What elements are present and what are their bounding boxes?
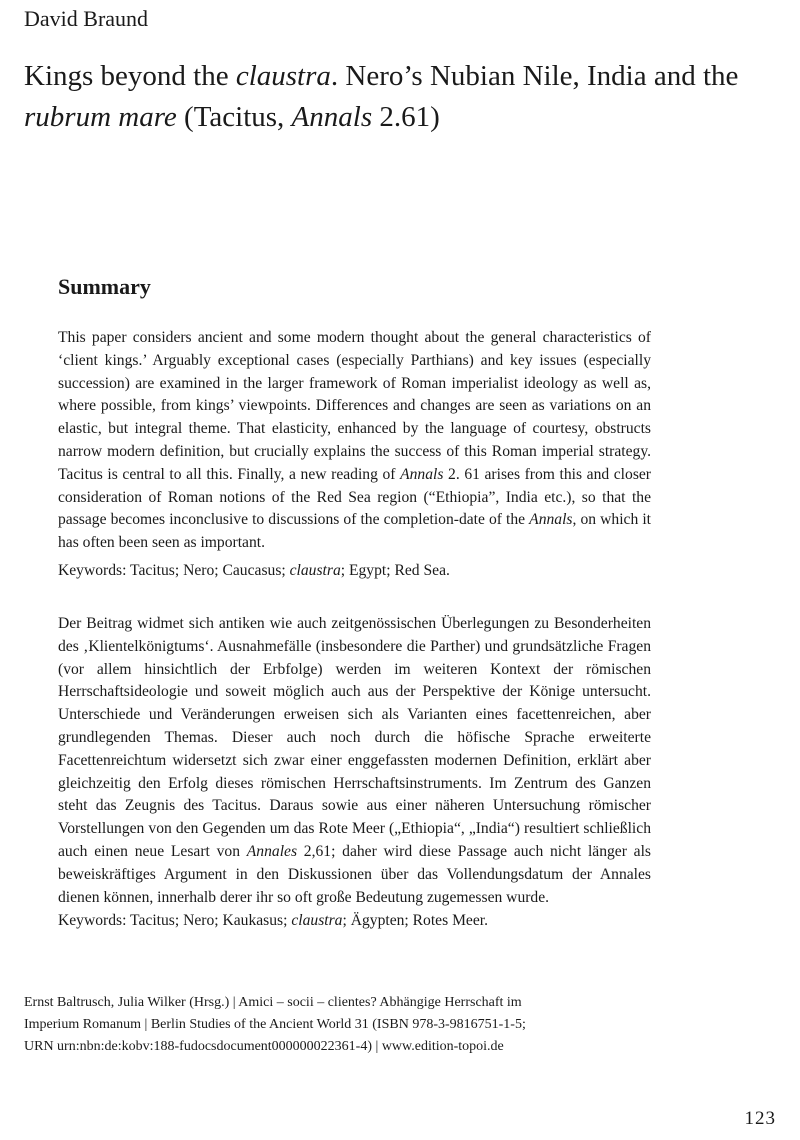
keywords-german: Keywords: Tacitus; Nero; Kaukasus; claustra; Ägypten; Rotes Meer. xyxy=(58,912,489,929)
publication-footer xyxy=(24,992,644,1058)
summary-heading: Summary xyxy=(58,274,151,299)
author-name: David Braund xyxy=(24,6,149,31)
footer-line: Ernst Baltrusch, Julia Wilker (Hrsg.) | Amici – socii – clientes? Abhängige Herrschaft im xyxy=(24,995,522,1010)
abstract-english: This paper considers ancient and some modern thought about the general characteristics of ‘client kings.’ Arguably exceptional cases (especially Parthians) and key issues (especially succession) are examined in the larger framework of Roman imperialist ideology as well as, where possible, from kings’ viewpoints. Differences and changes are seen as variations on an elastic, but integral theme. That elasticity, enhanced by the language of courtesy, obstructs narrow modern definition, but crucially explains the success of this Roman imperial strategy. Tacitus is central to all this. Finally, a new reading of Annals 2. 61 arises from this and closer consideration of Roman notions of the Red Sea region (“Ethiopia”, India etc.), so that the passage becomes inconclusive to discussions of the completion-date of the Annals, on which it has often been seen as important. xyxy=(58,329,651,552)
keywords-english: Keywords: Tacitus; Nero; Caucasus; claustra; Egypt; Red Sea. xyxy=(58,562,450,579)
footer-line: URN urn:nbn:de:kobv:188-fudocsdocument000000022361-4) | www.edition-topoi.de xyxy=(24,1039,504,1054)
footer-line: Imperium Romanum | Berlin Studies of the Ancient World 31 (ISBN 978-3-9816751-1-5; xyxy=(24,1017,526,1032)
abstract-german: Der Beitrag widmet sich antiken wie auch zeitgenössischen Überlegungen zu Besonderheiten des ‚Klientelkönigtums‘. Ausnahmefälle (insbesondere die Parther) und grundsätzliche Fragen (vor allem hinsichtlich der Erbfolge) werden im weiteren Kontext der römischen Herrschaftsideologie und soweit möglich auch aus der Perspektive der Könige untersucht. Unterschiede und Veränderungen erweisen sich als Varianten eines facettenreichen, aber grundlegenden Themas. Dieser auch noch durch die höfische Sprache erweiterte Facettenreichtum widersetzt sich zwar einer enggefassten modernen Definition, erklärt aber gleichzeitig den Erfolg dieses römischen Herrschaftsinstruments. Im Zentrum des Ganzen steht das Zeugnis des Tacitus. Daraus sowie aus einer näheren Untersuchung römischer Vorstellungen von den Gegenden um das Rote Meer („Ethiopia“, „India“) resultiert schließlich auch einen neue Lesart von Annales 2,61; daher wird diese Passage auch nicht länger als beweiskräftiges Argument in den Diskussionen über das Vollendungsdatum der Annales dienen können, innerhalb derer ihr so oft große Bedeutung zugemessen wurde. xyxy=(58,615,651,906)
page-number: 123 xyxy=(744,1108,776,1129)
paper-title: Kings beyond the claustra. Nero’s Nubian Nile, India and the rubrum mare (Tacitus, Annals 2.61) xyxy=(24,60,739,133)
